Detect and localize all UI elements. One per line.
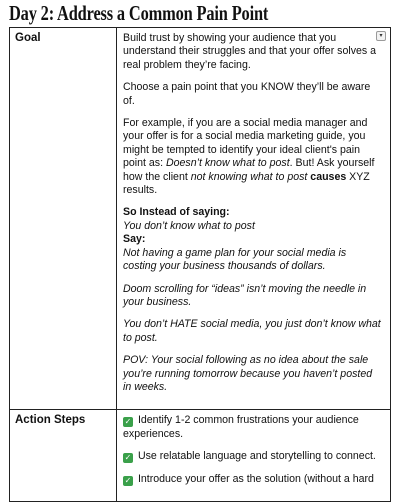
say-heading: Say: [123, 233, 146, 246]
list-item: ✓ Identify 1-2 common frustrations your audience experiences. [123, 414, 359, 440]
goal-intro: Build trust by showing your audience that you understand their struggles and that your offer solves a real problem they’re facing. [123, 32, 377, 71]
chevron-down-icon[interactable]: ▾ [376, 31, 386, 41]
check-mark-icon: ✓ [124, 417, 132, 427]
instead-text: You don’t know what to post [123, 219, 255, 232]
goal-label: Goal [10, 28, 117, 410]
action-steps-content[interactable] [117, 410, 391, 502]
say-example-2: Doom scrolling for “ideas” isn’t moving the needle in your business. [123, 282, 367, 308]
say-example-3: You don’t HATE social media, you just don’t know what to post. [123, 318, 381, 344]
action-steps-row [10, 410, 391, 502]
say-example-1: Not having a game plan for your social media is costing your business thousands of dollars. [123, 246, 347, 273]
goal-example: For example, if you are a social media manager and your offer is for a social media marketing guide, you might be tempted to identify your ideal client's pain point as: Doesn’t know what to post. But! Ask yourself how the client not knowing what to post causes XYZ results. [123, 117, 375, 197]
page-title: Day 2: Address a Common Pain Point [9, 1, 269, 25]
plan-table [9, 27, 391, 502]
goal-content[interactable] [117, 28, 391, 410]
check-mark-icon: ✓ [124, 453, 132, 463]
action-steps-label: Action Steps [10, 410, 117, 502]
goal-row [10, 28, 391, 410]
goal-choose: Choose a pain point that you KNOW they’ll be aware of. [123, 81, 371, 107]
list-item: ✓ Introduce your offer as the solution (without a hard [124, 472, 374, 485]
say-example-4: POV: Your social following as no idea about the sale you’re running tomorrow because you haven’t posted in weeks. [123, 354, 373, 393]
check-mark-icon: ✓ [124, 475, 132, 485]
instead-heading: So Instead of saying: [123, 206, 230, 219]
list-item: ✓ Use relatable language and storytelling to connect. [124, 450, 376, 463]
